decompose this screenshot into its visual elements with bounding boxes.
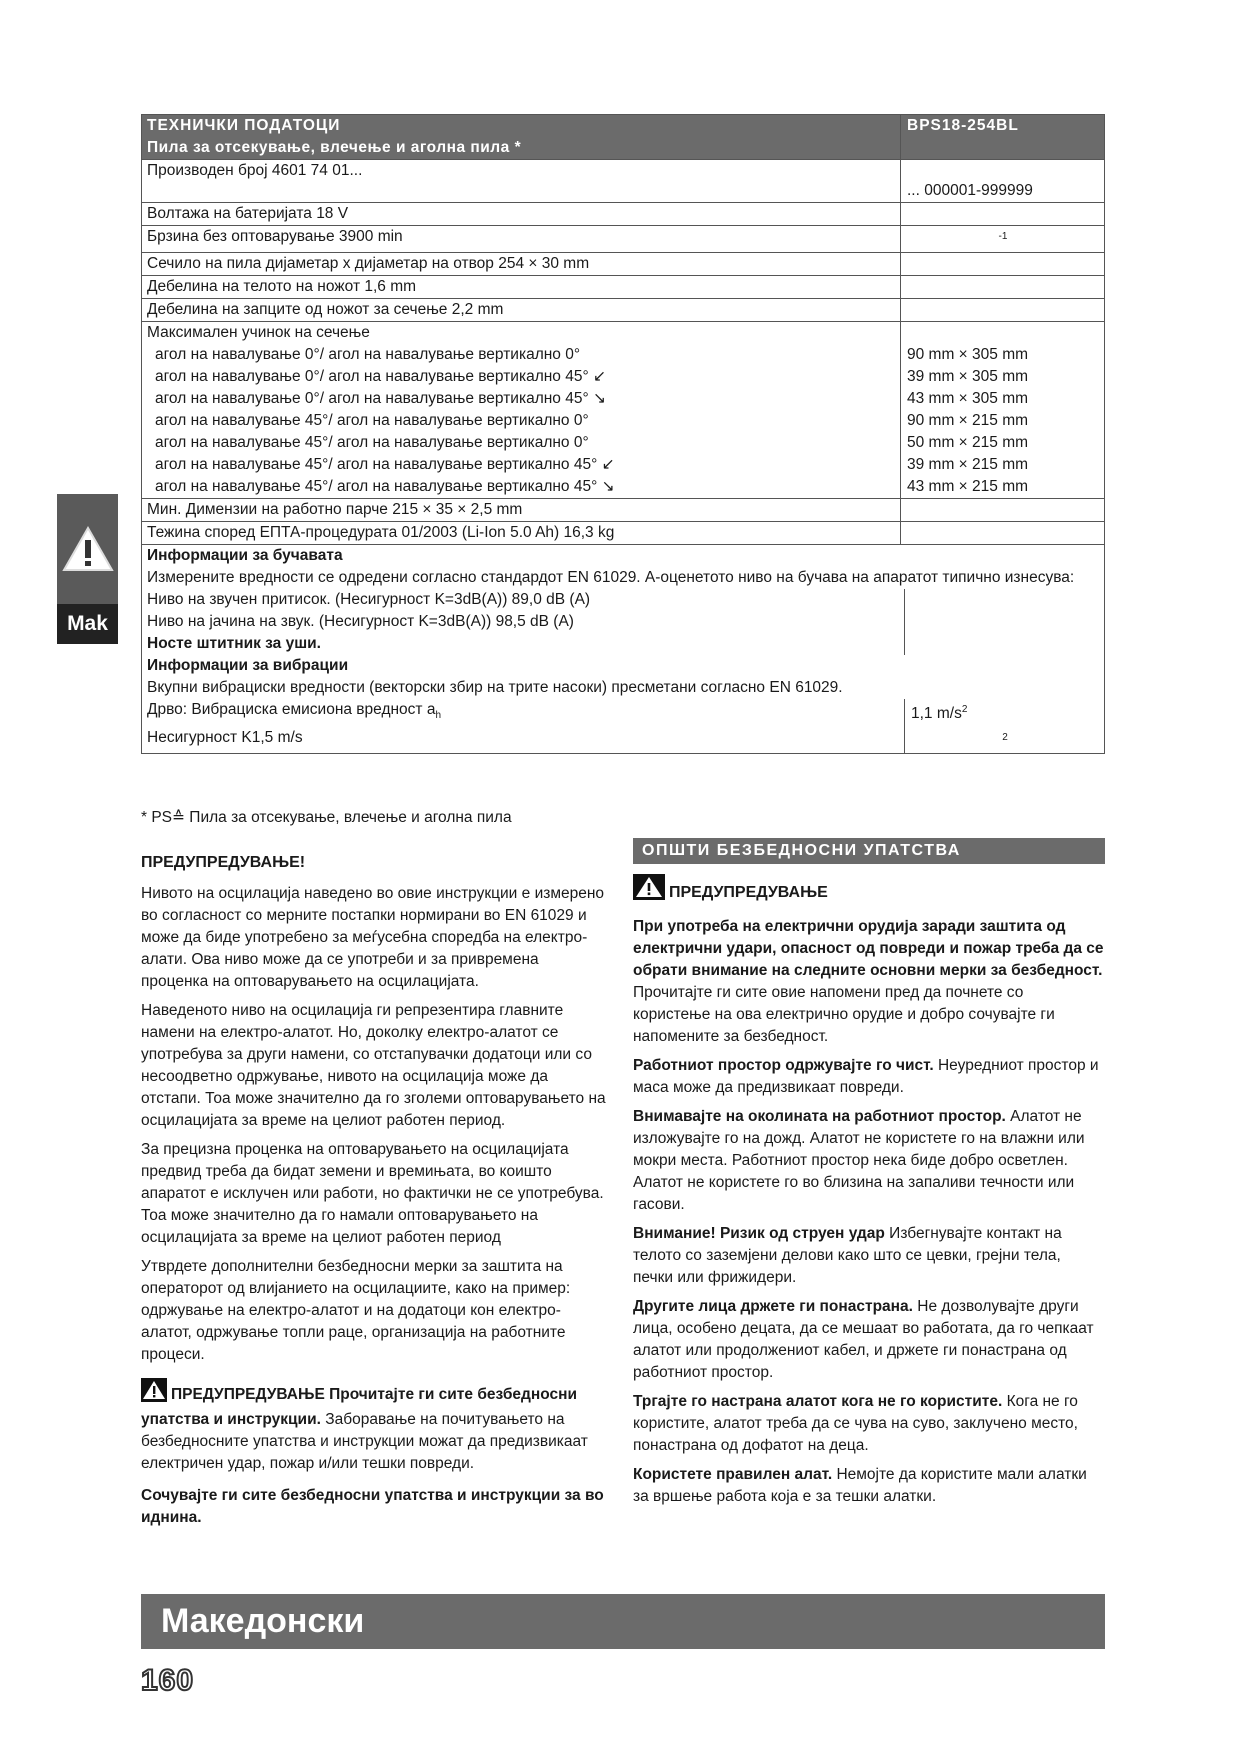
cut-value: 90 mm × 215 mm bbox=[907, 412, 1029, 430]
paragraph: Нивото на осцилација наведено во овие инструкции е измерено во согласност со мерните постапки нормирани во EN 61029 и може да биде употребено за меѓусебна споредба на електро-алати. Ова ниво може да се употреби и за привремена проценка на оптоварувањето на осцилацијата. bbox=[141, 885, 605, 990]
cut-value: 90 mm × 305 mm bbox=[907, 346, 1029, 364]
bevel-arrow-icon: ↘ bbox=[601, 478, 615, 496]
table-title: ТЕХНИЧКИ ПОДАТОЦИ bbox=[147, 117, 341, 134]
cut-label: агол на навалување 45°/ агол на навалување вертикално 45° bbox=[155, 478, 598, 496]
table-row bbox=[142, 522, 1105, 545]
blade-label: Сечило на пила дијаметар x дијаметар на отвор 254 × 30 mm bbox=[142, 253, 901, 276]
vibration-wood-subscript: h bbox=[435, 710, 442, 722]
cut-value: 39 mm × 215 mm bbox=[907, 456, 1029, 474]
cut-label: агол на навалување 45°/ агол на навалување вертикално 45° bbox=[155, 456, 598, 474]
cut-value: 43 mm × 215 mm bbox=[907, 478, 1029, 496]
paragraph: Внимание! Ризик од струен удар Избегнувајте контакт на телото со заземјени делови како што се цевки, грејни тела, печки или фрижидери. bbox=[633, 1225, 1062, 1286]
language-banner: Македонски bbox=[141, 1594, 1105, 1649]
vibration-title: Информации за вибрации bbox=[147, 657, 349, 675]
speed-unit-superscript: -1 bbox=[998, 231, 1008, 242]
cut-label: агол на навалување 45°/ агол на навалување вертикално 0° bbox=[155, 434, 589, 452]
cut-value: 50 mm × 215 mm bbox=[907, 434, 1029, 452]
left-column bbox=[141, 852, 606, 1536]
table-row bbox=[142, 276, 1105, 299]
vibration-wood-label: Дрво: Вибрациска емисиона вредност a bbox=[147, 701, 436, 719]
paragraph: Работниот простор одржувајте го чист. Неуредниот простор и маса може да предизвикаат повреди. bbox=[633, 1057, 1099, 1096]
table-row bbox=[142, 499, 1105, 522]
paragraph: Наведеното ниво на осцилација ги репрезентира главните намени на електро-алатот. Но, доколку електро-алатот се употребува за други намени, со отстапувачки додатоци или со несоодветно одржување, нивото на осцилација може да отстапи. Тоа може значително да го зголеми оптоварувањето на осцилацијата за време на целиот работен период. bbox=[141, 1002, 606, 1129]
vibration-wood-value: 1,1 m/s bbox=[911, 705, 962, 723]
paragraph: Користете правилен алат. Немојте да користите мали алатки за вршење работа која е за тешки алатки. bbox=[633, 1466, 1087, 1505]
side-tab-label: Mak bbox=[57, 604, 118, 644]
cut-value: 43 mm × 305 mm bbox=[907, 390, 1029, 408]
teeth-thickness-label: Дебелина на запците од ножот за сечење 2,2 mm bbox=[142, 299, 901, 322]
table-row bbox=[142, 545, 1105, 754]
footnote: * PS≙ Пила за отсекување, влечење и аголна пила bbox=[141, 809, 512, 826]
paragraph: ПРЕДУПРЕДУВАЊЕ Прочитајте ги сите безбедносни упатства и инструкции. Заборавање на почитувањето на безбедносните упатства и инструкции можат да предизвикаат електричен удар, пожар и/или тешки повреди. bbox=[141, 1378, 606, 1475]
noise-intro: Измерените вредности се одредени согласно стандардот EN 61029. А-оценетото ниво на бучава на апаратот типично изнесува: bbox=[147, 569, 1075, 587]
production-value: ... 000001-999999 bbox=[901, 160, 1105, 203]
speed-label: Брзина без оптоварување 3900 min bbox=[142, 226, 901, 253]
warning-heading: ПРЕДУПРЕДУВАЊЕ! bbox=[141, 854, 306, 871]
noise-vibration-section: Информации за бучавата Измерените вредности се одредени согласно стандардот EN 61029. А-оценетото ниво на бучава на апаратот типично изнесува: Ниво на звучен притисок. (Несигурност K=3dB(A)) 89,0 dB (A) Ниво на јачина на звук. (Несигурност K=3dB(A)) 98,5 dB (A) Носте штитник за уши. Информации за вибрации Вкупни вибрациски вредности (векторски збир на трите насоки) пресметани согласно EN 61029. Дрво: Вибрациска емисиона вредност $a_h$ 1,1 $m/s^2$ Несигурност K1,5 m/s $^2$ bbox=[142, 545, 1105, 754]
cut-label: агол на навалување 45°/ агол на навалување вертикално 0° bbox=[155, 412, 589, 430]
max-cut-title: Максимален учинок на сечење bbox=[147, 324, 370, 342]
cut-label: агол на навалување 0°/ агол на навалување вертикално 0° bbox=[155, 346, 581, 364]
table-row bbox=[142, 226, 1105, 253]
keep-instructions-note: Сочувајте ги сите безбедносни упатства и инструкции за во иднина. bbox=[141, 1487, 604, 1526]
body-thickness-label: Дебелина на телото на ножот 1,6 mm bbox=[142, 276, 901, 299]
noise-title: Информации за бучавата bbox=[147, 547, 343, 565]
ear-protection-note: Носте штитник за уши. bbox=[147, 635, 321, 653]
production-label: Производен број 4601 74 01... bbox=[142, 160, 901, 203]
technical-data-table bbox=[141, 114, 1105, 754]
warning-icon bbox=[633, 874, 665, 907]
table-subtitle: Пила за отсекување, влечење и аголна пила * bbox=[147, 139, 522, 156]
warning-icon bbox=[141, 1378, 167, 1409]
table-row bbox=[142, 203, 1105, 226]
page-number: 160 bbox=[141, 1664, 195, 1697]
noise-pressure: Ниво на звучен притисок. (Несигурност K=3dB(A)) 89,0 dB (A) bbox=[147, 591, 591, 609]
table-header-row bbox=[142, 115, 1105, 160]
paragraph: За прецизна проценка на оптоварувањето на осцилацијата предвид треба да бидат земени и времињата, во коишто апаратот е исклучен или работи, но фактички не се употребува. Тоа може значително да го намали оптоварувањето на осцилацијата за време на целиот работен период bbox=[141, 1141, 604, 1246]
warning-tab-box bbox=[57, 494, 118, 604]
voltage-label: Волтажа на батеријата 18 V bbox=[142, 203, 901, 226]
vibration-intro: Вкупни вибрациски вредности (векторски збир на трите насоки) пресметани согласно EN 61029. bbox=[147, 679, 843, 697]
cut-label: агол на навалување 0°/ агол на навалување вертикално 45° bbox=[155, 368, 589, 386]
paragraph: Тргајте го настрана алатот кога не го користите. Кога не го користите, алатот треба да се чува на суво, заклучено место, понастрана од дофатот на деца. bbox=[633, 1393, 1078, 1454]
right-column bbox=[633, 838, 1105, 1515]
model-number: BPS18-254BL bbox=[901, 115, 1105, 160]
table-row bbox=[142, 253, 1105, 276]
bevel-arrow-icon: ↘ bbox=[593, 390, 606, 408]
cut-value: 39 mm × 305 mm bbox=[907, 368, 1029, 386]
warning-heading: ПРЕДУПРЕДУВАЊЕ bbox=[669, 884, 828, 901]
paragraph: Утврдете дополнителни безбедносни мерки за заштита на операторот од влијанието на осцилациите, како на пример: одржување на електро-алатот и на додатоци кон електро-алатот, одржување топли раце, организација на работните процеси. bbox=[141, 1258, 571, 1363]
side-language-tab bbox=[57, 494, 118, 644]
table-row bbox=[142, 322, 1105, 499]
noise-power: Ниво на јачина на звук. (Несигурност K=3dB(A)) 98,5 dB (A) bbox=[147, 613, 574, 631]
table-row bbox=[142, 299, 1105, 322]
warning-bold-text: ПРЕДУПРЕДУВАЊЕ Прочитајте ги сите безбедносни упатства и инструкции. bbox=[141, 1386, 578, 1428]
table-row bbox=[142, 160, 1105, 203]
section-heading: ОПШТИ БЕЗБЕДНОСНИ УПАТСТВА bbox=[633, 838, 1105, 864]
weight-label: Тежина според ЕПТА-процедурата 01/2003 (Li-Ion 5.0 Ah) 16,3 kg bbox=[142, 522, 901, 545]
warning-triangle-icon bbox=[62, 525, 114, 573]
vibration-uncertainty: Несигурност K1,5 m/s bbox=[147, 729, 303, 747]
bevel-arrow-icon: ↙ bbox=[601, 456, 615, 474]
uncertainty-superscript: 2 bbox=[1002, 732, 1008, 744]
paragraph: Внимавајте на околината на работниот простор. Алатот не изложувајте го на дожд. Алатот не користете го на влажни или мокри места. Работниот простор нека биде добро осветлен. Алатот не користете го во близина на запаливи течности или гасови. bbox=[633, 1108, 1085, 1213]
bevel-arrow-icon: ↙ bbox=[593, 368, 606, 386]
cut-label: агол на навалување 0°/ агол на навалување вертикално 45° bbox=[155, 390, 589, 408]
paragraph: При употреба на електрични орудија заради заштита од електрични удари, опасност од повреди и пожар треба да се обрати внимание на следните основни мерки за безбедност. Прочитајте ги сите овие напомени пред да почнете со користење на ова електрично орудие и добро сочувајте ги напомените за безбедност. bbox=[633, 918, 1104, 1045]
min-workpiece-label: Мин. Димензии на работно парче 215 × 35 × 2,5 mm bbox=[142, 499, 901, 522]
paragraph: Другите лица држете ги понастрана. Не дозволувајте други лица, особено децата, да се мешаат во работата, да го чепкаат алатот или продолжениот кабел, и држете ги понастрана од работниот простор. bbox=[633, 1298, 1094, 1381]
